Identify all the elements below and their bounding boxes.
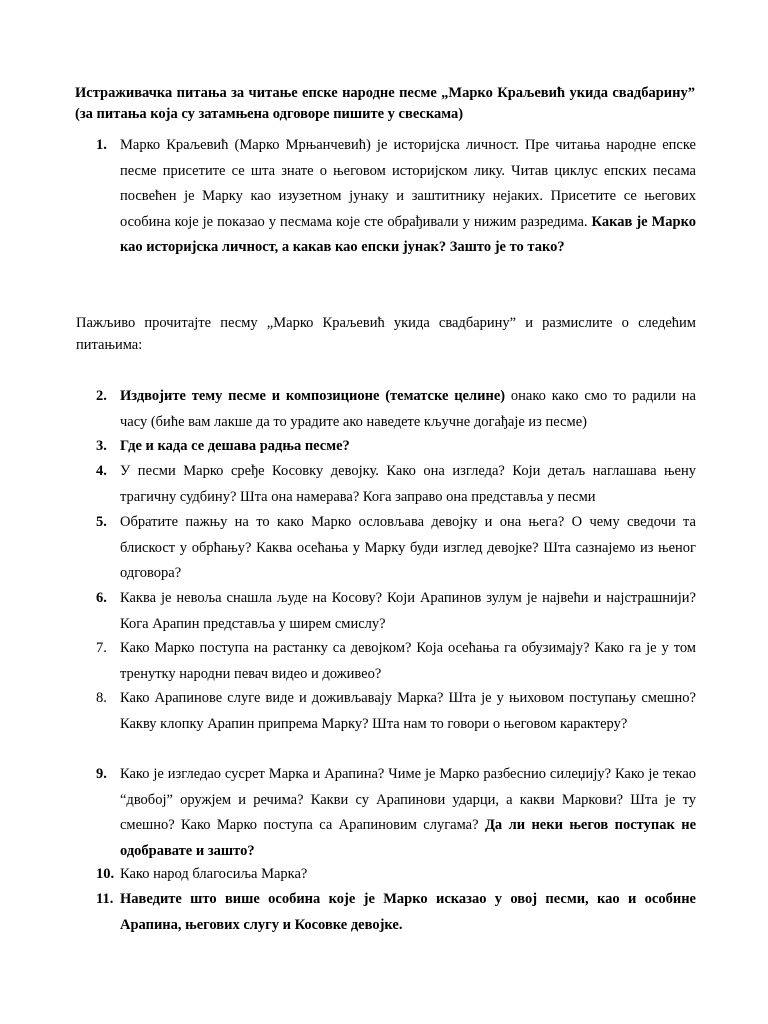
question-text: Како народ благосиља Марка? [120,866,308,882]
question-text [120,133,696,261]
question-text-plain: Марко Краљевић (Марко Мрњанчевић) је историјска личност. Пре читања народне епске песме присетите се шта знате о његовом историјском лику. Читав циклус епских песама посвећен је Марку као изузетном јунаку и заштитнику нејаких. Присетите се његових особина које је показао у песмама које сте обрађивали у нижим разредима. [120,137,696,230]
question-number: 10. [96,866,115,882]
question-text: У песми Марко сређе Косовку девојку. Како она изгледа? Који детаљ наглашава њену трагичну судбину? Шта она намерава? Кога заправо она представља у песми [120,463,696,505]
question-number: 5. [96,514,107,530]
question-text-plain: онако како смо то радили на часу (биће вам лакше да то урадите ако наведете кључне догађаје из песме) [120,388,696,430]
question-text-bold: Какав је Марко као историјска личност, а какав као епски јунак? Зашто је то тако? [120,213,697,255]
question-11 [96,887,696,938]
question-8 [96,686,696,737]
question-number: 4. [96,463,107,479]
question-2 [96,384,696,435]
question-text [120,384,696,435]
question-1 [96,133,696,261]
intro-paragraph: Пажљиво прочитајте песму „Марко Краљевић укида свадбарину” и размислите о следећим питањима: [76,315,696,353]
question-number: 11. [96,891,114,907]
question-number: 2. [96,388,107,404]
question-5 [96,510,696,587]
question-3 [96,434,696,460]
document-title: Истраживачка питања за читање епске народне песме „Марко Краљевић укида свадбарину” (за питања која су затамњена одговоре пишите у свескама) [75,85,695,122]
question-number: 3. [96,438,107,454]
question-text-bold: Где и када се дешава радња песме? [120,438,350,454]
question-number: 8. [96,690,107,706]
question-number: 1. [96,137,107,153]
question-text: Како Марко поступа на растанку са девојком? Која осећања га обузимају? Како га је у том тренутку народни певач видео и доживео? [120,640,696,682]
question-4 [96,459,696,510]
question-text-plain: Како је изгледао сусрет Марка и Арапина? Чиме је Марко разбеснио силеџију? Како је текао “двобој” оружјем и речима? Какви су Арапинови ударци, а какви Маркови? Шта је ту смешно? Како Марко поступа са Арапиновим слугама? [120,766,696,833]
question-number: 7. [96,640,107,656]
question-text: Каква је невоља снашла људе на Косову? Који Арапинов зулум је највећи и најстрашнији? Кога Арапин представља у ширем смислу? [120,590,696,632]
question-number: 6. [96,590,107,606]
question-6 [96,586,696,637]
question-text-bold: Наведите што више особина које је Марко исказао у овој песми, као и особине Арапина, његових слугу и Косовке девојке. [120,891,696,933]
question-9 [96,762,696,864]
question-text-bold: Издвојите тему песме и композиционе (тематске целине) [120,388,506,404]
question-text [120,762,696,864]
question-number: 9. [96,766,107,782]
question-text: Како Арапинове слуге виде и доживљавају Марка? Шта је у њиховом поступању смешно? Какву клопку Арапин припрема Марку? Шта нам то говори о његовом карактеру? [120,690,696,732]
question-7 [96,636,696,687]
question-text: Обратите пажњу на то како Марко ословљава девојку и она њега? О чему сведочи та блискост у обрћању? Каква осећања у Марку буди изглед девојке? Шта сазнајемо из њеног одговора? [120,514,696,581]
question-text [120,887,696,938]
question-10 [96,862,696,888]
question-text [120,434,696,460]
question-text-bold: Да ли неки његов поступак не одобравате и зашто? [120,817,696,859]
